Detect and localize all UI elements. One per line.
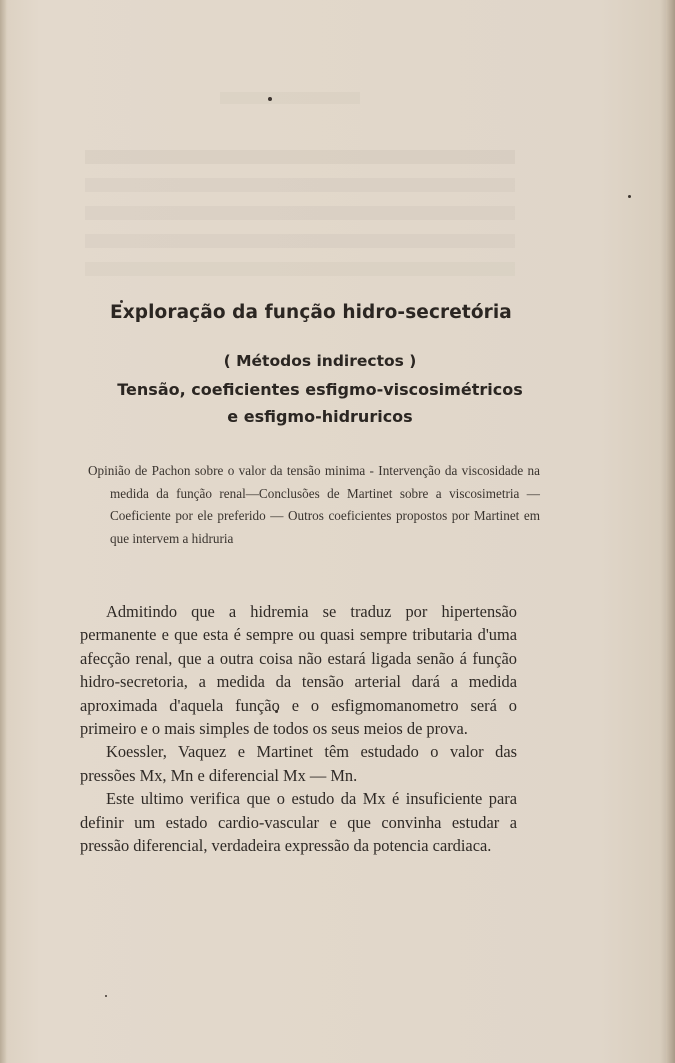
page-left-edge bbox=[0, 0, 6, 1063]
paper-speck bbox=[268, 97, 272, 101]
chapter-title: Exploração da função hidro-secretória bbox=[110, 302, 512, 323]
paper-speck bbox=[628, 195, 631, 198]
body-paragraph: Este ultimo verifica que o estudo da Mx é insuficiente para definir um estado cardio-vascular e que convinha estudar a pressão diferencial, verdadeira expressão da potencia cardiaca. bbox=[80, 789, 517, 856]
chapter-body bbox=[80, 600, 517, 857]
paper-speck bbox=[105, 995, 107, 997]
body-paragraph: Admitindo que a hidremia se traduz por hipertensão permanente e que esta é sempre ou quasi sempre tributaria d'uma afecção renal, que a outra coisa não estará ligada senão á função hidro-secretoria, a medida da tensão arterial dará a medida aproximada d'aquela função e o esfigmomanometro será o primeiro e o mais simples de todos os seus meios de prova. bbox=[80, 602, 517, 739]
chapter-subtitle-line-2: e esfigmo-hidruricos bbox=[227, 407, 413, 426]
page-right-edge bbox=[666, 0, 675, 1063]
body-paragraph: Koessler, Vaquez e Martinet têm estudado o valor das pressões Mx, Mn e diferencial Mx — Mn. bbox=[80, 742, 517, 785]
chapter-subtitle-methods: ( Métodos indirectos ) bbox=[223, 352, 417, 370]
chapter-summary: Opinião de Pachon sobre o valor da tensão minima - Intervenção da viscosidade na medida da função renal—Conclusões de Martinet sobre a viscosimetria — Coeficiente por ele preferido — Outros coeficientes propostos por Martinet em que intervem a hidruria bbox=[88, 463, 540, 546]
chapter-subtitle-line-1: Tensão, coeficientes esfigmo-viscosimétricos bbox=[117, 380, 523, 399]
